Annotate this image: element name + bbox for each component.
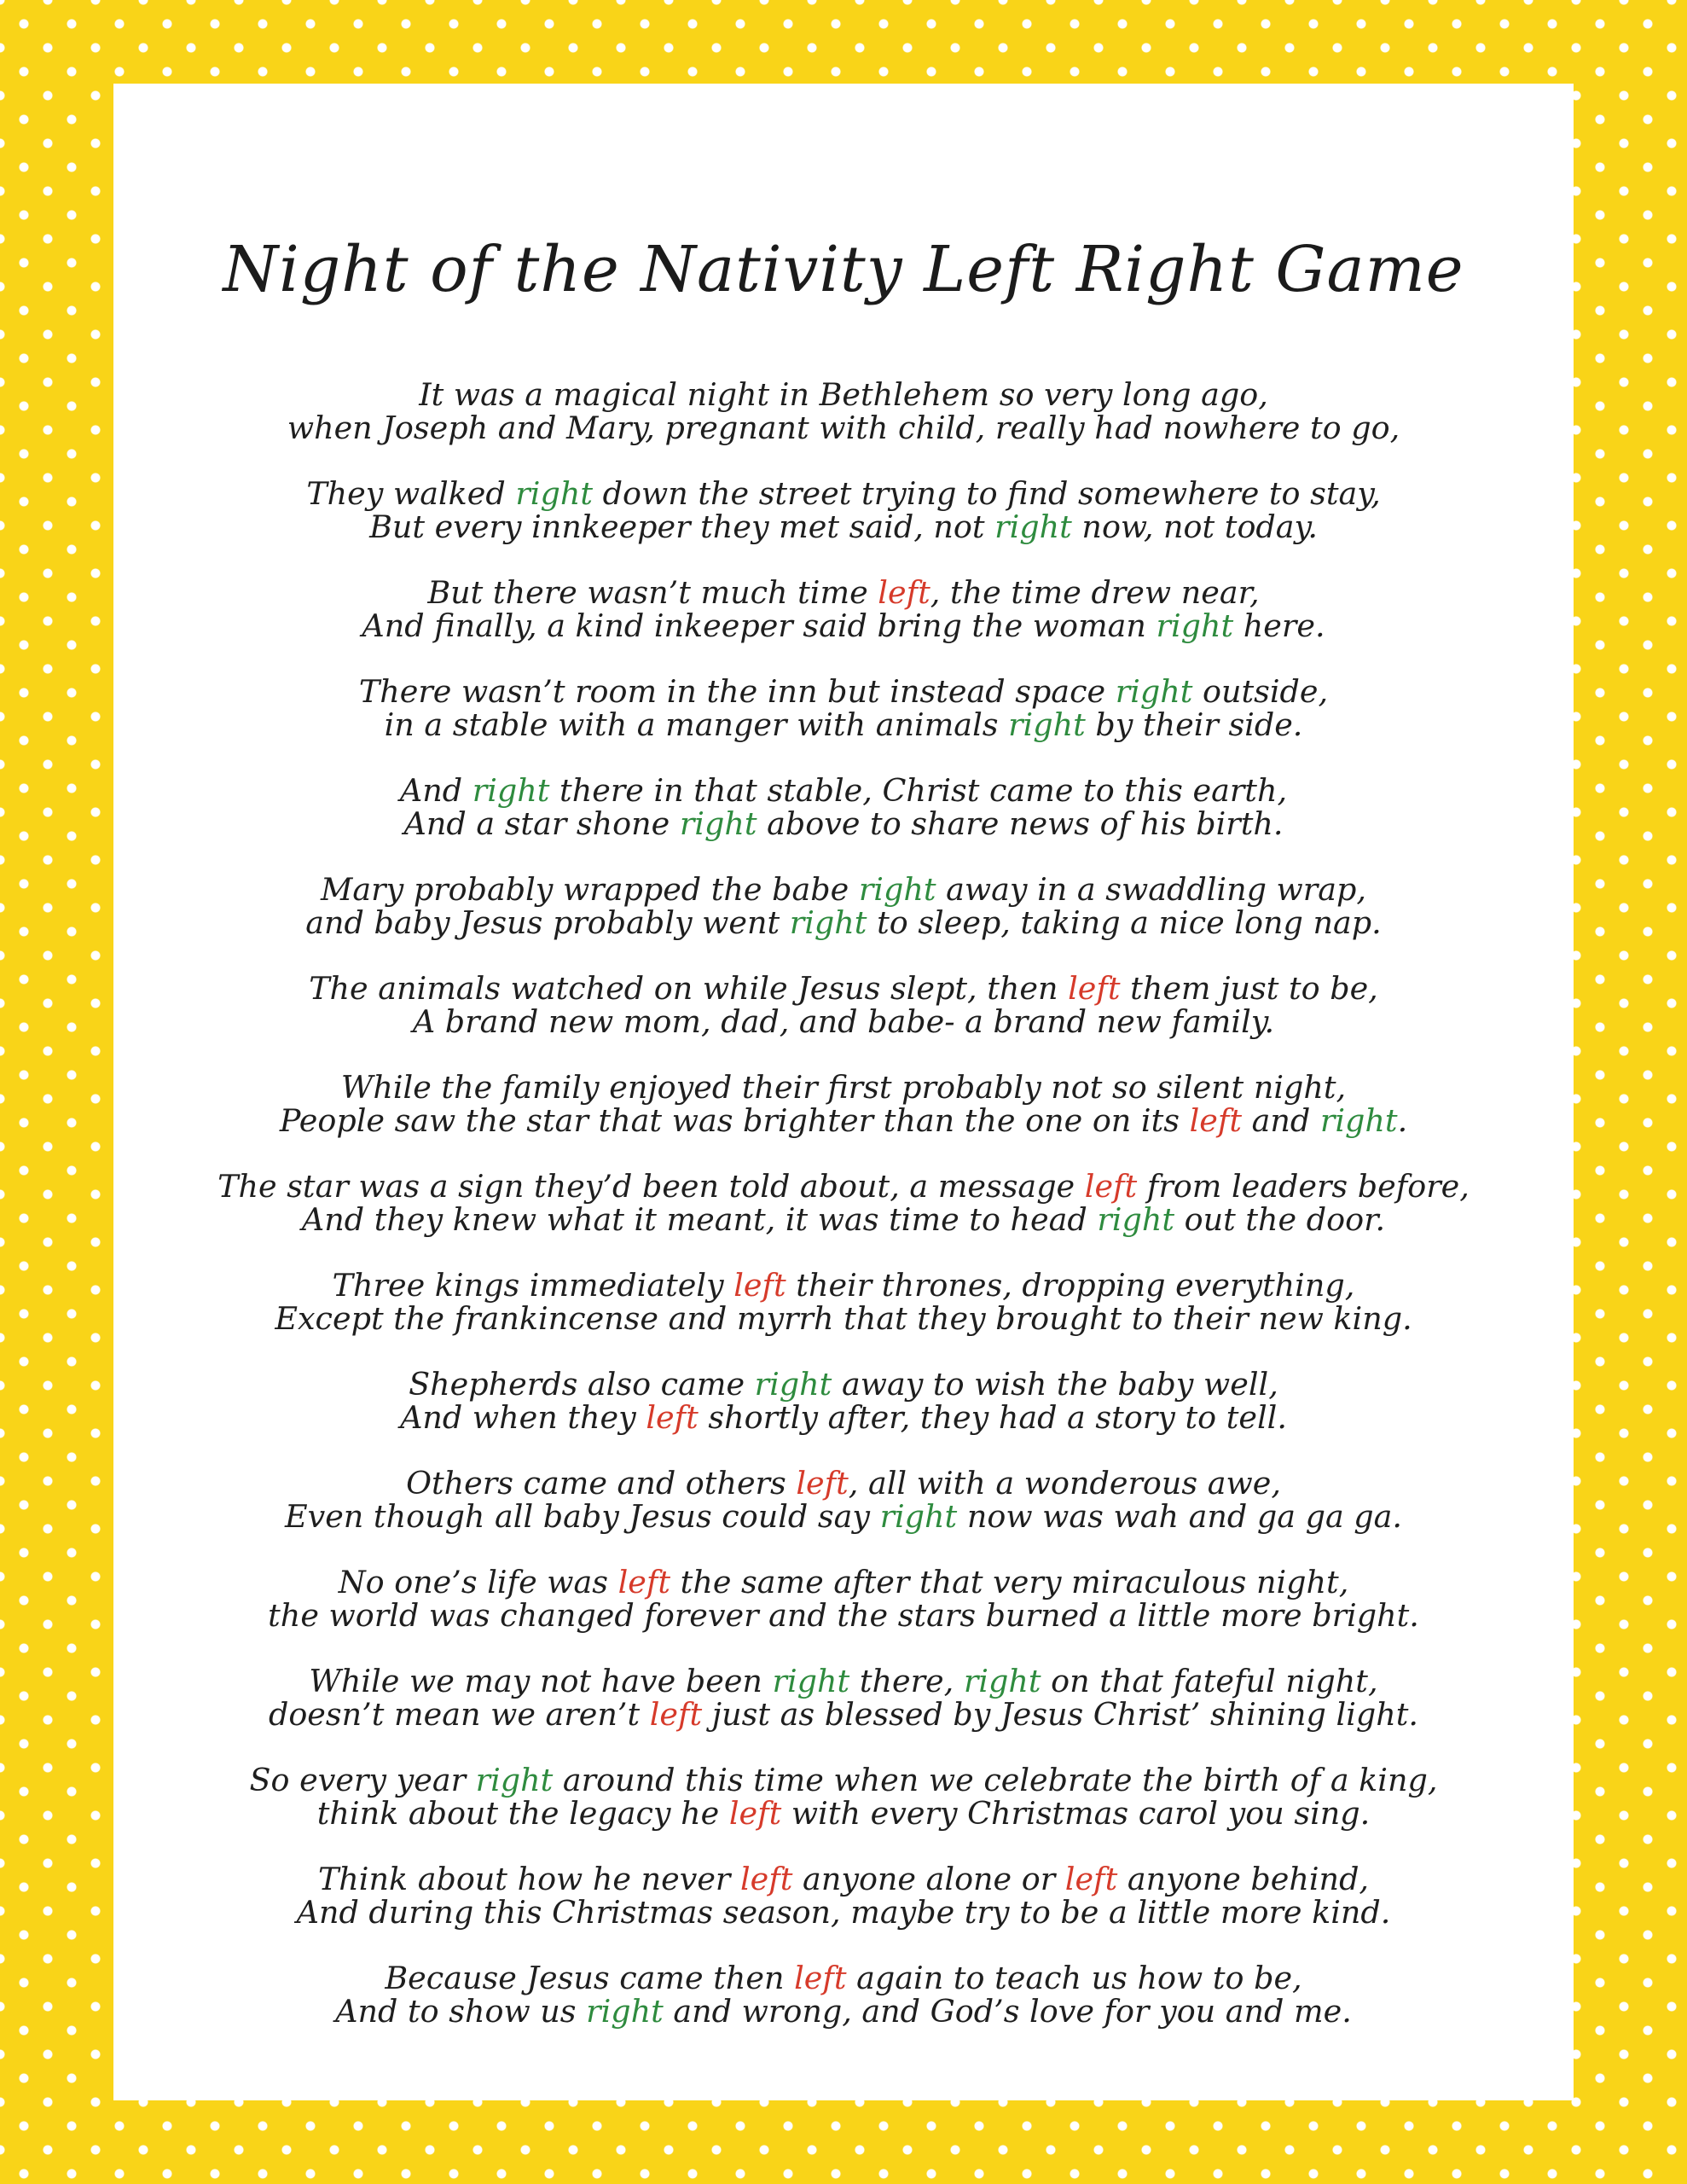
poem-line: There wasn’t room in the inn but instead space right outside, (358, 673, 1329, 710)
poem-line: Shepherds also came right away to wish the baby well, (409, 1366, 1278, 1403)
highlight-word-right: right (475, 1762, 554, 1798)
poem-line: in a stable with a manger with animals right by their side. (384, 706, 1303, 743)
highlight-word-right: right (586, 1993, 664, 2030)
poem-stanza (113, 675, 1574, 741)
poem-line: While we may not have been right there, right on that fateful night, (309, 1663, 1378, 1699)
poem-stanza (113, 576, 1574, 642)
poem-stanza (113, 1467, 1574, 1533)
poem-stanza (113, 1763, 1574, 1830)
poem-line: And when they left shortly after, they had a story to tell. (400, 1399, 1287, 1436)
poem-line: But there wasn’t much time left, the time drew near, (427, 574, 1260, 611)
poem-line: Think about how he never left anyone alone or left anyone behind, (317, 1861, 1370, 1897)
poem-line: They walked right down the street trying to find somewhere to stay, (306, 475, 1381, 512)
poem-line: And to show us right and wrong, and God’s love for you and me. (335, 1993, 1352, 2030)
poem (113, 378, 1574, 2060)
poem-stanza (113, 378, 1574, 444)
highlight-word-left: left (1064, 1861, 1118, 1897)
highlight-word-right: right (515, 475, 594, 512)
highlight-word-left: left (649, 1696, 703, 1733)
poem-line: think about the legacy he left with every Christmas carol you sing. (316, 1795, 1371, 1832)
highlight-word-left: left (646, 1399, 699, 1436)
highlight-word-right: right (879, 1498, 958, 1535)
poem-line: And during this Christmas season, maybe try to be a little more kind. (296, 1894, 1391, 1931)
poem-line: and baby Jesus probably went right to sleep, taking a nice long nap. (305, 904, 1382, 941)
poem-stanza (113, 1368, 1574, 1434)
poem-stanza (113, 477, 1574, 543)
printable-page (113, 84, 1574, 2100)
highlight-word-right: right (789, 904, 867, 941)
highlight-word-left: left (733, 1267, 786, 1304)
poem-stanza (113, 972, 1574, 1038)
highlight-word-right: right (679, 805, 757, 842)
highlight-word-right: right (1319, 1102, 1398, 1139)
highlight-word-right: right (1097, 1201, 1175, 1238)
poem-stanza (113, 1664, 1574, 1731)
poem-stanza (113, 1565, 1574, 1632)
poem-line: A brand new mom, dad, and babe- a brand new family. (412, 1003, 1275, 1040)
highlight-word-right: right (754, 1366, 832, 1403)
poem-line: And finally, a kind inkeeper said bring the woman right here. (362, 607, 1325, 644)
poem-stanza (113, 873, 1574, 939)
highlight-word-right: right (1115, 673, 1193, 710)
highlight-word-right: right (772, 1663, 850, 1699)
poem-line: So every year right around this time when we celebrate the birth of a king, (249, 1762, 1438, 1798)
highlight-word-left: left (794, 1960, 847, 1996)
highlight-word-left: left (617, 1564, 671, 1600)
highlight-word-right: right (1156, 607, 1234, 644)
poem-line: The star was a sign they’d been told about, a message left from leaders before, (217, 1168, 1470, 1205)
page-title: Night of the Nativity Left Right Game (223, 233, 1464, 306)
poem-line: And right there in that stable, Christ came to this earth, (399, 772, 1288, 809)
highlight-word-right: right (1008, 706, 1086, 743)
poem-line: Even though all baby Jesus could say right now was wah and ga ga ga. (284, 1498, 1403, 1535)
poem-line: doesn’t mean we aren’t left just as blessed by Jesus Christ’ shining light. (268, 1696, 1419, 1733)
highlight-word-left: left (878, 574, 930, 611)
poem-line: Mary probably wrapped the babe right away in a swaddling wrap, (321, 871, 1366, 908)
highlight-word-left: left (1084, 1168, 1138, 1205)
poem-stanza (113, 1269, 1574, 1335)
poem-stanza (113, 1961, 1574, 2028)
poem-line: when Joseph and Mary, pregnant with child, really had nowhere to go, (287, 410, 1400, 446)
highlight-word-right: right (858, 871, 936, 908)
poem-line: It was a magical night in Bethlehem so very long ago, (419, 376, 1268, 413)
poem-line: The animals watched on while Jesus slept, then left them just to be, (309, 970, 1378, 1007)
poem-line: Three kings immediately left their thrones, dropping everything, (332, 1267, 1355, 1304)
poem-line: the world was changed forever and the stars burned a little more bright. (268, 1597, 1419, 1634)
highlight-word-left: left (796, 1465, 849, 1502)
poem-stanza (113, 1071, 1574, 1137)
poem-stanza (113, 1170, 1574, 1236)
poem-line: Others came and others left, all with a wonderous awe, (406, 1465, 1281, 1502)
highlight-word-left: left (1068, 970, 1121, 1007)
highlight-word-left: left (740, 1861, 793, 1897)
poem-line: But every innkeeper they met said, not right now, not today. (369, 508, 1318, 545)
highlight-word-left: left (728, 1795, 782, 1832)
poem-line: Because Jesus came then left again to teach us how to be, (385, 1960, 1302, 1996)
highlight-word-right: right (994, 508, 1072, 545)
poem-line: People saw the star that was brighter than the one on its left and right. (279, 1102, 1408, 1139)
poem-stanza (113, 1862, 1574, 1929)
poem-stanza (113, 774, 1574, 840)
poem-line: No one’s life was left the same after that very miraculous night, (338, 1564, 1349, 1600)
poem-line: And they knew what it meant, it was time to head right out the door. (301, 1201, 1386, 1238)
poem-line: And a star shone right above to share news of his birth. (403, 805, 1284, 842)
poem-line: Except the frankincense and myrrh that they brought to their new king. (275, 1300, 1412, 1337)
highlight-word-left: left (1189, 1102, 1243, 1139)
highlight-word-right: right (963, 1663, 1041, 1699)
highlight-word-right: right (472, 772, 550, 809)
poem-line: While the family enjoyed their first probably not so silent night, (340, 1069, 1347, 1106)
